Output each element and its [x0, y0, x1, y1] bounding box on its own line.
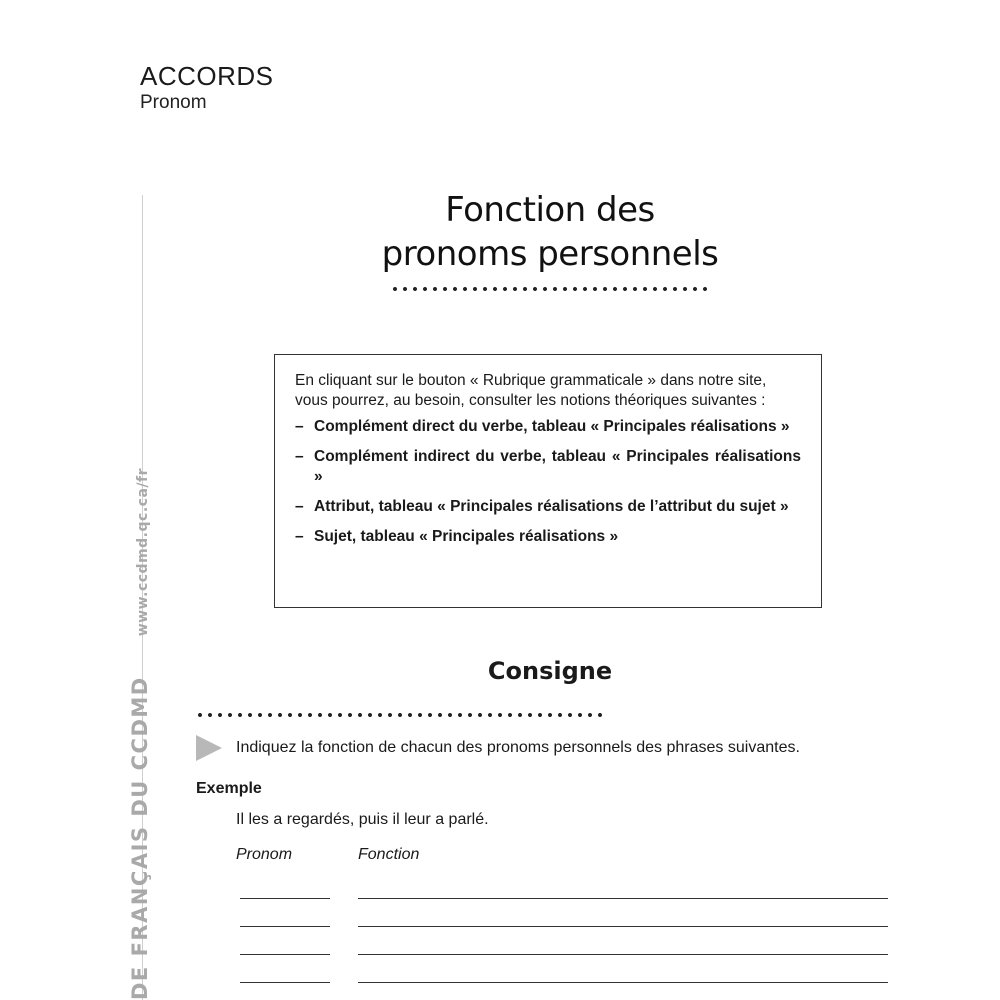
title-line-2: pronoms personnels: [381, 234, 719, 274]
box-intro: En cliquant sur le bouton « Rubrique grammaticale » dans notre site, vous pourrez, au besoin, consulter les notions théoriques suivantes :: [295, 372, 767, 409]
sidebar-url: www.ccdmd.qc.ca/fr: [135, 468, 151, 637]
column-header-fonction: Fonction: [358, 846, 420, 863]
title-dotted-rule: [390, 286, 710, 292]
instruction-text: Indiquez la fonction de chacun des pronoms personnels des phrases suivantes.: [236, 739, 800, 756]
section-title: ACCORDS: [140, 61, 274, 91]
example-label: Exemple: [196, 780, 262, 797]
notion-item: – Complément direct du verbe, tableau « Principales réalisations »: [295, 418, 790, 435]
consigne-heading: Consigne: [487, 657, 613, 685]
notions-list: [295, 417, 801, 547]
example-sentence: Il les a regardés, puis il leur a parlé.: [236, 811, 489, 828]
pronom-answer-line[interactable]: [240, 926, 330, 927]
fonction-answer-line[interactable]: [358, 898, 888, 899]
notion-item: – Sujet, tableau « Principales réalisations »: [295, 528, 619, 545]
fonction-answer-line[interactable]: [358, 954, 888, 955]
fonction-answer-line[interactable]: [358, 926, 888, 927]
pronom-answer-line[interactable]: [240, 982, 330, 983]
page-title: [330, 188, 770, 276]
title-line-1: Fonction des: [445, 190, 655, 230]
sidebar-publisher: DE FRANÇAIS DU CCDMD: [128, 676, 152, 1000]
consigne-dotted-rule: [195, 712, 607, 718]
fonction-answer-line[interactable]: [358, 982, 888, 983]
subsection-title: Pronom: [140, 92, 207, 113]
page-header: [140, 60, 274, 114]
pronom-answer-line[interactable]: [240, 954, 330, 955]
play-arrow-icon: [196, 735, 222, 761]
notion-item: – Attribut, tableau « Principales réalisations de l’attribut du sujet »: [295, 498, 789, 515]
pronom-answer-line[interactable]: [240, 898, 330, 899]
instruction-row: [196, 735, 916, 761]
grammar-notes-box: [274, 354, 822, 608]
notion-item: – Complément indirect du verbe, tableau « Principales réalisations »: [295, 448, 801, 485]
sidebar-branding: [128, 468, 155, 1000]
column-header-pronom: Pronom: [236, 846, 293, 863]
